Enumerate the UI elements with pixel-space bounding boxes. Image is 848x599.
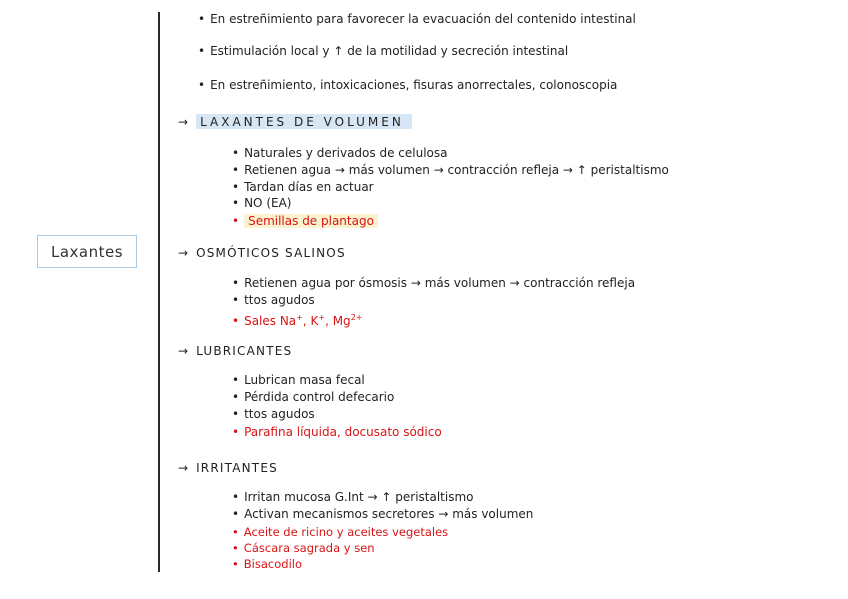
bullet-icon: •	[232, 373, 240, 387]
list-item: • NO (EA)	[232, 196, 292, 210]
bullet-icon: •	[198, 78, 206, 92]
vertical-divider	[158, 12, 160, 572]
intro-item: • Estimulación local y ↑ de la motilidad y secreción intestinal	[198, 44, 569, 58]
example-item: • Cáscara sagrada y sen	[232, 541, 375, 555]
list-item: • ttos agudos	[232, 407, 315, 421]
arrow-right-icon: →	[178, 115, 189, 129]
bullet-icon: •	[232, 425, 240, 439]
bullet-icon: •	[232, 196, 240, 210]
bullet-icon: •	[232, 507, 240, 521]
list-item: • Retienen agua por ósmosis → más volumen → contracción refleja	[232, 276, 636, 290]
list-item: • Pérdida control defecario	[232, 390, 395, 404]
example-item: • Semillas de plantago	[232, 214, 378, 228]
bullet-icon: •	[232, 314, 240, 328]
example-item: • Parafina líquida, docusato sódico	[232, 425, 442, 439]
arrow-right-icon: →	[178, 246, 189, 260]
bullet-icon: •	[232, 180, 240, 194]
bullet-icon: •	[232, 557, 239, 571]
list-item: • Lubrican masa fecal	[232, 373, 365, 387]
arrow-right-icon: →	[178, 344, 189, 358]
bullet-icon: •	[198, 12, 206, 26]
bullet-icon: •	[232, 390, 240, 404]
example-item: • Bisacodilo	[232, 557, 303, 571]
list-item: • Retienen agua → más volumen → contracción refleja → ↑ peristaltismo	[232, 163, 669, 177]
example-item: • Aceite de ricino y aceites vegetales	[232, 525, 449, 539]
bullet-icon: •	[198, 44, 206, 58]
section-heading: → IRRITANTES	[178, 461, 278, 475]
section-heading: → LAXANTES DE VOLUMEN	[178, 115, 412, 129]
list-item: • ttos agudos	[232, 293, 315, 307]
section-heading: → LUBRICANTES	[178, 344, 293, 358]
bullet-icon: •	[232, 146, 240, 160]
list-item: • Naturales y derivados de celulosa	[232, 146, 448, 160]
topic-box	[37, 235, 137, 268]
bullet-icon: •	[232, 276, 240, 290]
bullet-icon: •	[232, 293, 240, 307]
list-item: • Activan mecanismos secretores → más volumen	[232, 507, 534, 521]
bullet-icon: •	[232, 407, 240, 421]
bullet-icon: •	[232, 525, 239, 539]
bullet-icon: •	[232, 214, 240, 228]
intro-item: • En estreñimiento, intoxicaciones, fisuras anorrectales, colonoscopia	[198, 78, 618, 92]
topic-label: Laxantes	[50, 242, 124, 261]
example-item: • Sales Na+, K+, $Mg^{2+}$	[232, 313, 363, 328]
bullet-icon: •	[232, 490, 240, 504]
list-item: • Irritan mucosa G.Int → ↑ peristaltismo	[232, 490, 474, 504]
section-heading: → OSMÓTICOS SALINOS	[178, 246, 346, 260]
bullet-icon: •	[232, 163, 240, 177]
arrow-right-icon: →	[178, 461, 189, 475]
bullet-icon: •	[232, 541, 239, 555]
intro-item: • En estreñimiento para favorecer la evacuación del contenido intestinal	[198, 12, 636, 26]
list-item: • Tardan días en actuar	[232, 180, 374, 194]
